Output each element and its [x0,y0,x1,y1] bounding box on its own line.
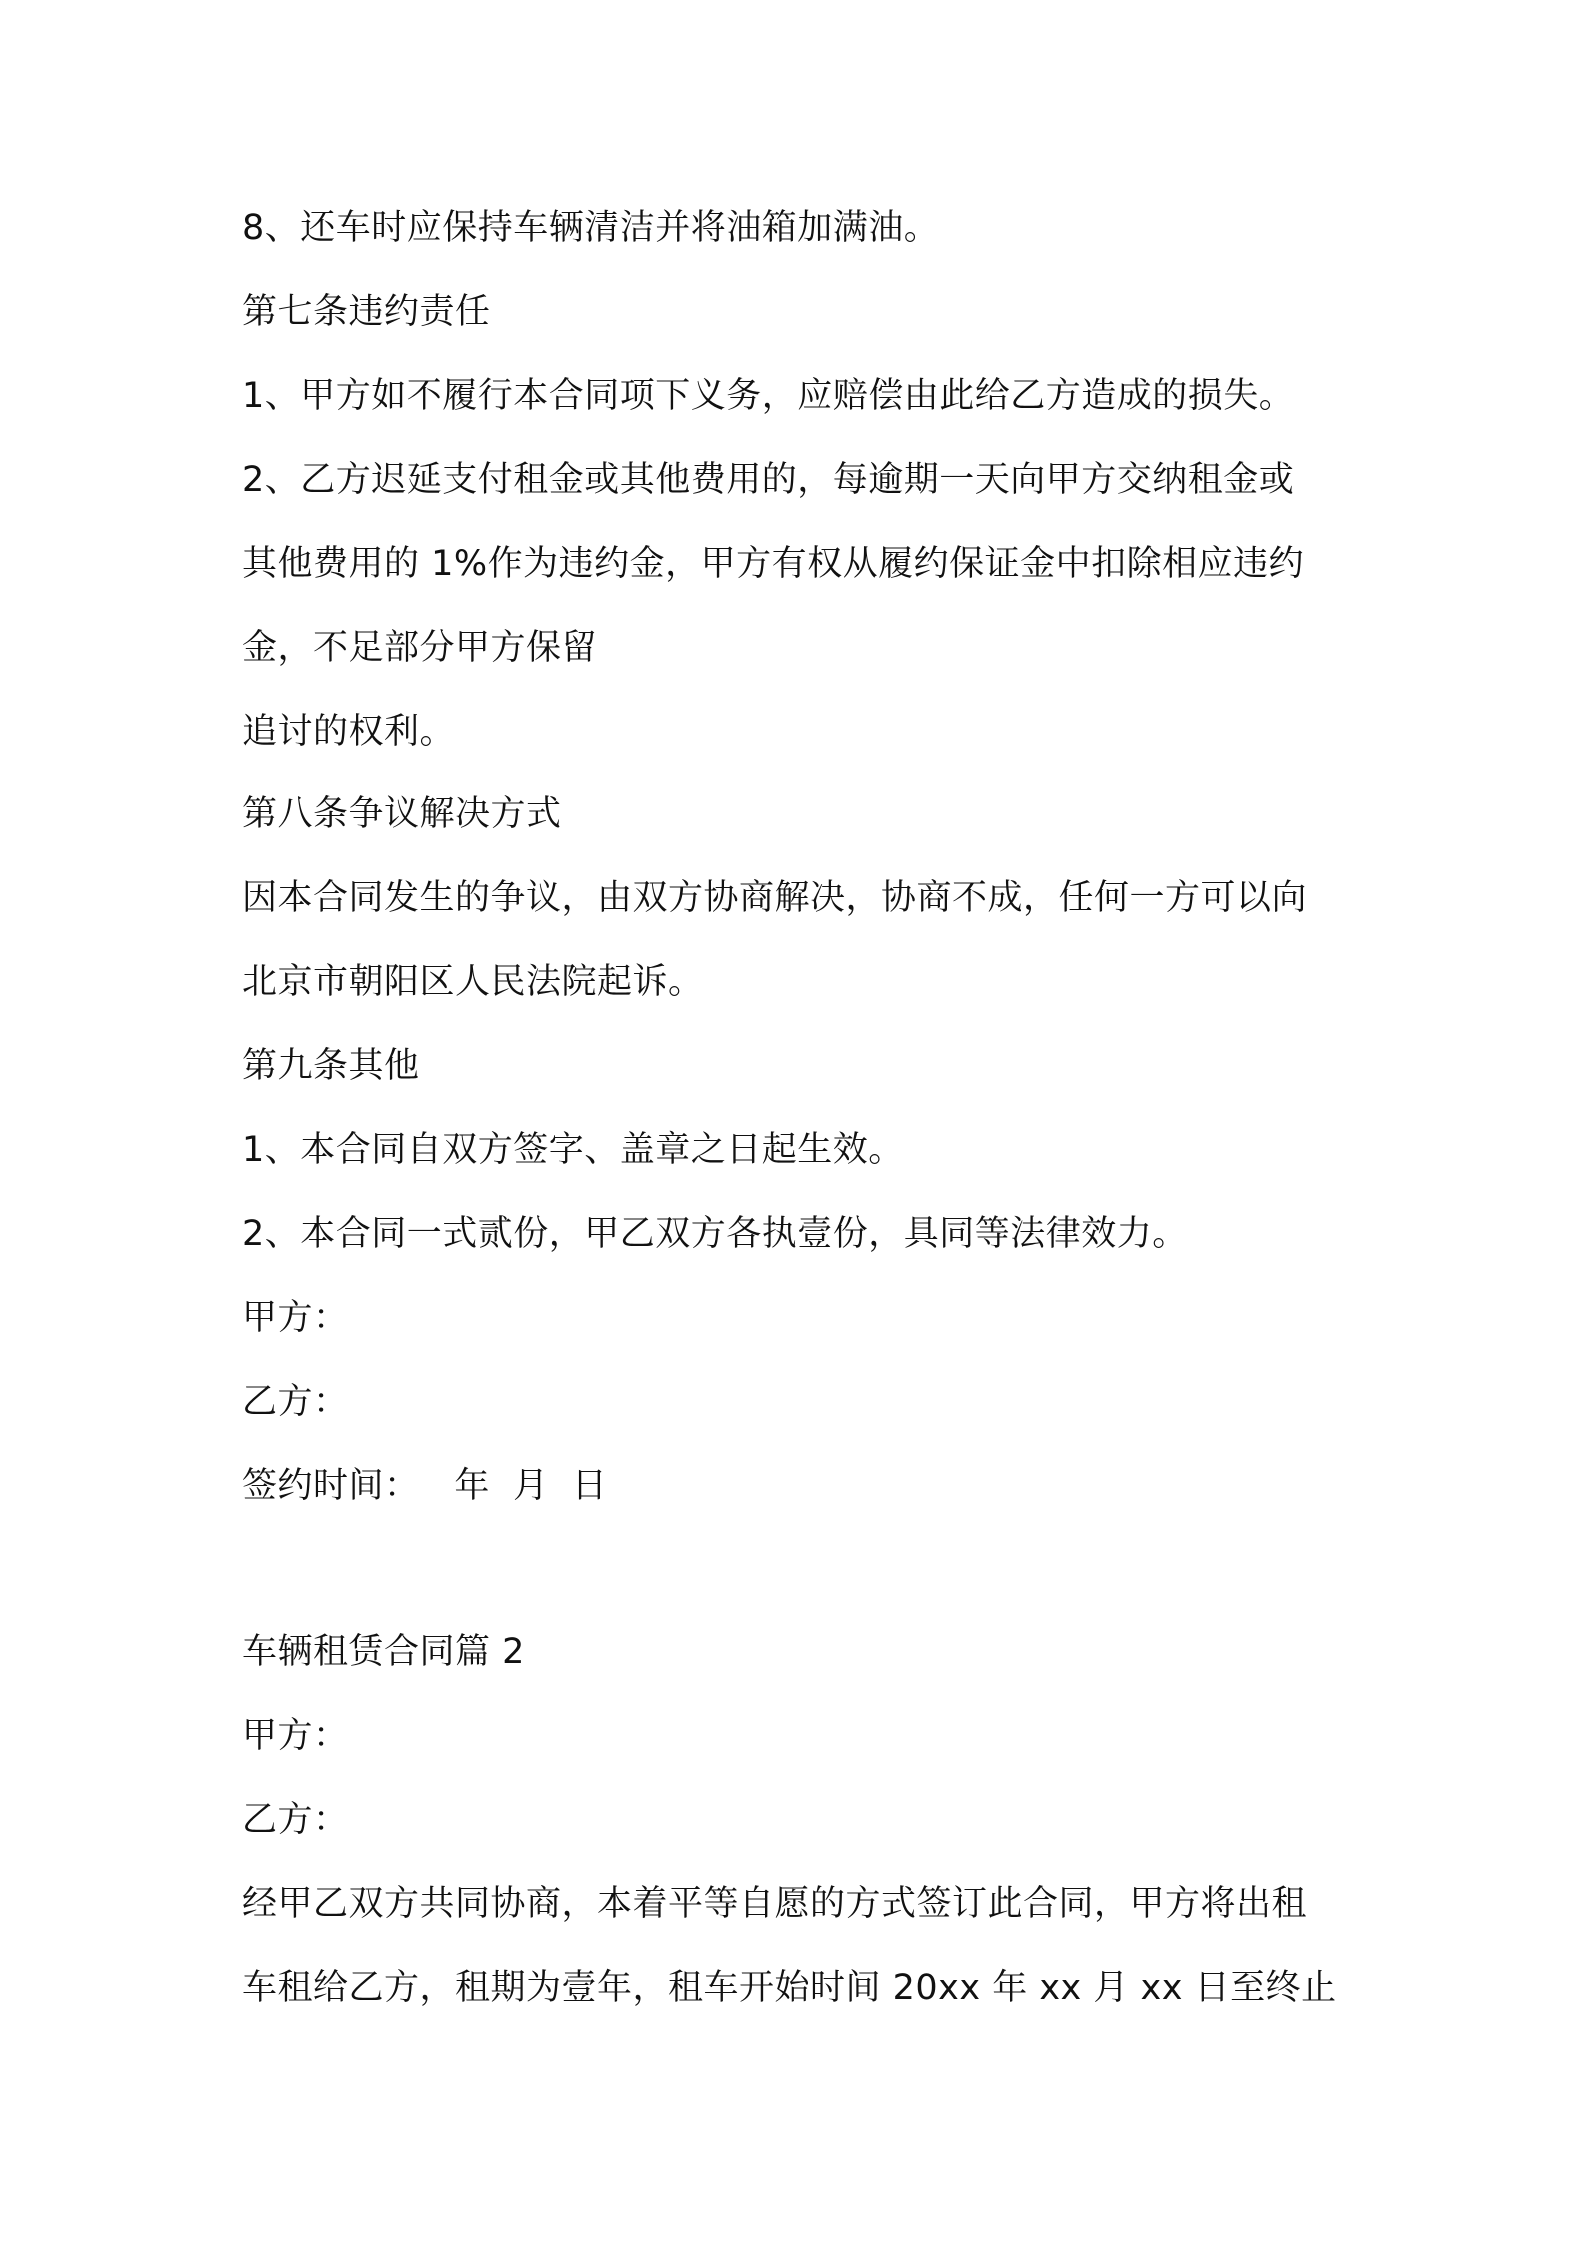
contract-2-title: 车辆租赁合同篇 2 [242,1632,525,1672]
article-8-heading: 第八条争议解决方式 [242,794,562,834]
contract-2-party-b-label: 乙方： [242,1800,349,1840]
signing-date-line: 签约时间： 年 月 日 [242,1466,608,1506]
clause-6-item-8: 8、还车时应保持车辆清洁并将油箱加满油。 [242,208,940,248]
article-7-item-2-line-1: 2、乙方迟延支付租金或其他费用的，每逾期一天向甲方交纳租金或 [242,460,1295,500]
article-8-text-line-1: 因本合同发生的争议，由双方协商解决，协商不成，任何一方可以向 [242,878,1308,918]
article-8-text-line-2: 北京市朝阳区人民法院起诉。 [242,962,704,1002]
article-7-heading: 第七条违约责任 [242,292,491,332]
party-a-label: 甲方： [242,1298,349,1338]
contract-2-party-a-label: 甲方： [242,1716,349,1756]
article-7-item-1: 1、甲方如不履行本合同项下义务，应赔偿由此给乙方造成的损失。 [242,376,1295,416]
article-9-item-2: 2、本合同一式贰份，甲乙双方各执壹份，具同等法律效力。 [242,1214,1188,1254]
party-b-label: 乙方： [242,1382,349,1422]
contract-2-intro-line-2: 车租给乙方，租期为壹年，租车开始时间 20xx 年 xx 月 xx 日至终止 [242,1968,1337,2008]
article-9-item-1: 1、本合同自双方签字、盖章之日起生效。 [242,1130,904,1170]
article-9-heading: 第九条其他 [242,1046,420,1086]
article-7-item-2-line-2: 其他费用的 1%作为违约金，甲方有权从履约保证金中扣除相应违约 [242,544,1305,584]
contract-2-intro-line-1: 经甲乙双方共同协商，本着平等自愿的方式签订此合同，甲方将出租 [242,1884,1308,1924]
article-7-item-2-line-4: 追讨的权利。 [242,712,456,752]
article-7-item-2-line-3: 金，不足部分甲方保留 [242,628,598,668]
